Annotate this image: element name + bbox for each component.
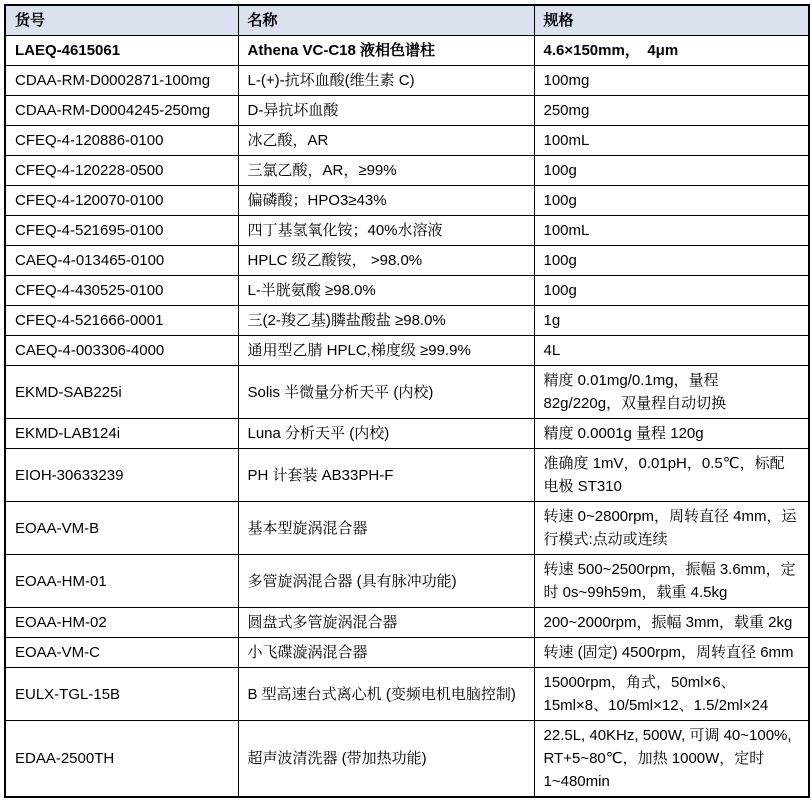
cell-code: CFEQ-4-521695-0100 (5, 216, 238, 246)
column-header-spec: 规格 (534, 5, 809, 36)
cell-code: EIOH-30633239 (5, 449, 238, 502)
product-table (4, 4, 810, 798)
table-row (5, 555, 809, 608)
table-row (5, 502, 809, 555)
table-row (5, 186, 809, 216)
cell-spec: 1g (534, 306, 809, 336)
cell-name: B 型高速台式离心机 (变频电机电脑控制) (238, 668, 534, 721)
table-row (5, 306, 809, 336)
table-row (5, 419, 809, 449)
cell-code: LAEQ-4615061 (5, 36, 238, 66)
cell-spec: 100mL (534, 126, 809, 156)
cell-name: 三氯乙酸，AR，≥99% (238, 156, 534, 186)
cell-code: CAEQ-4-003306-4000 (5, 336, 238, 366)
cell-spec: 转速 500~2500rpm，振幅 3.6mm，定时 0s~99h59m，载重 4.5kg (534, 555, 809, 608)
cell-name: 偏磷酸；HPO3≥43% (238, 186, 534, 216)
cell-code: EKMD-LAB124i (5, 419, 238, 449)
cell-name: PH 计套装 AB33PH-F (238, 449, 534, 502)
cell-name: 超声波清洗器 (带加热功能) (238, 721, 534, 798)
cell-code: EOAA-VM-C (5, 638, 238, 668)
cell-name: Solis 半微量分析天平 (内校) (238, 366, 534, 419)
cell-spec: 250mg (534, 96, 809, 126)
cell-spec: 转速 (固定) 4500rpm，周转直径 6mm (534, 638, 809, 668)
cell-code: CDAA-RM-D0004245-250mg (5, 96, 238, 126)
table-row (5, 276, 809, 306)
cell-name: 基本型旋涡混合器 (238, 502, 534, 555)
table-row (5, 638, 809, 668)
cell-code: EDAA-2500TH (5, 721, 238, 798)
cell-name: 三(2-羧乙基)膦盐酸盐 ≥98.0% (238, 306, 534, 336)
cell-name: 四丁基氢氧化铵；40%水溶液 (238, 216, 534, 246)
cell-code: CDAA-RM-D0002871-100mg (5, 66, 238, 96)
cell-spec: 22.5L, 40KHz, 500W, 可调 40~100%, RT+5~80℃，加热 1000W，定时 1~480min (534, 721, 809, 798)
column-header-item-number: 货号 (5, 5, 238, 36)
cell-code: EOAA-VM-B (5, 502, 238, 555)
cell-name: Luna 分析天平 (内校) (238, 419, 534, 449)
table-row (5, 96, 809, 126)
cell-code: CAEQ-4-013465-0100 (5, 246, 238, 276)
table-row (5, 156, 809, 186)
table-row (5, 668, 809, 721)
cell-code: CFEQ-4-120228-0500 (5, 156, 238, 186)
table-row (5, 246, 809, 276)
cell-spec: 精度 0.01mg/0.1mg，量程 82g/220g，双量程自动切换 (534, 366, 809, 419)
cell-name: D-异抗坏血酸 (238, 96, 534, 126)
cell-name: 通用型乙腈 HPLC,梯度级 ≥99.9% (238, 336, 534, 366)
table-row (5, 721, 809, 798)
table-header-row (5, 5, 809, 36)
cell-code: CFEQ-4-430525-0100 (5, 276, 238, 306)
table-row (5, 126, 809, 156)
cell-code: CFEQ-4-120886-0100 (5, 126, 238, 156)
cell-name: HPLC 级乙酸铵， >98.0% (238, 246, 534, 276)
cell-code: EOAA-HM-01 (5, 555, 238, 608)
cell-spec: 100g (534, 246, 809, 276)
table-row (5, 336, 809, 366)
table-row (5, 66, 809, 96)
table-row (5, 449, 809, 502)
cell-name: L-半胱氨酸 ≥98.0% (238, 276, 534, 306)
cell-spec: 100g (534, 156, 809, 186)
cell-name: 小飞碟漩涡混合器 (238, 638, 534, 668)
cell-name: 圆盘式多管旋涡混合器 (238, 608, 534, 638)
cell-name: 冰乙酸，AR (238, 126, 534, 156)
cell-spec: 准确度 1mV，0.01pH，0.5℃，标配电极 ST310 (534, 449, 809, 502)
cell-spec: 100mL (534, 216, 809, 246)
cell-spec: 100mg (534, 66, 809, 96)
cell-spec: 4.6×150mm， 4μm (534, 36, 809, 66)
cell-spec: 转速 0~2800rpm，周转直径 4mm，运行模式:点动或连续 (534, 502, 809, 555)
cell-spec: 200~2000rpm，振幅 3mm，载重 2kg (534, 608, 809, 638)
table-row (5, 366, 809, 419)
cell-spec: 精度 0.0001g 量程 120g (534, 419, 809, 449)
cell-code: CFEQ-4-120070-0100 (5, 186, 238, 216)
table-row (5, 216, 809, 246)
cell-name: Athena VC-C18 液相色谱柱 (238, 36, 534, 66)
cell-code: EKMD-SAB225i (5, 366, 238, 419)
table-row (5, 608, 809, 638)
table-body (5, 36, 809, 798)
cell-spec: 100g (534, 186, 809, 216)
table-row (5, 36, 809, 66)
cell-spec: 4L (534, 336, 809, 366)
cell-code: EOAA-HM-02 (5, 608, 238, 638)
cell-code: CFEQ-4-521666-0001 (5, 306, 238, 336)
cell-spec: 100g (534, 276, 809, 306)
cell-name: 多管旋涡混合器 (具有脉冲功能) (238, 555, 534, 608)
cell-spec: 15000rpm，角式，50ml×6、15ml×8、10/5ml×12、1.5/2ml×24 (534, 668, 809, 721)
column-header-name: 名称 (238, 5, 534, 36)
cell-code: EULX-TGL-15B (5, 668, 238, 721)
cell-name: L-(+)-抗坏血酸(维生素 C) (238, 66, 534, 96)
